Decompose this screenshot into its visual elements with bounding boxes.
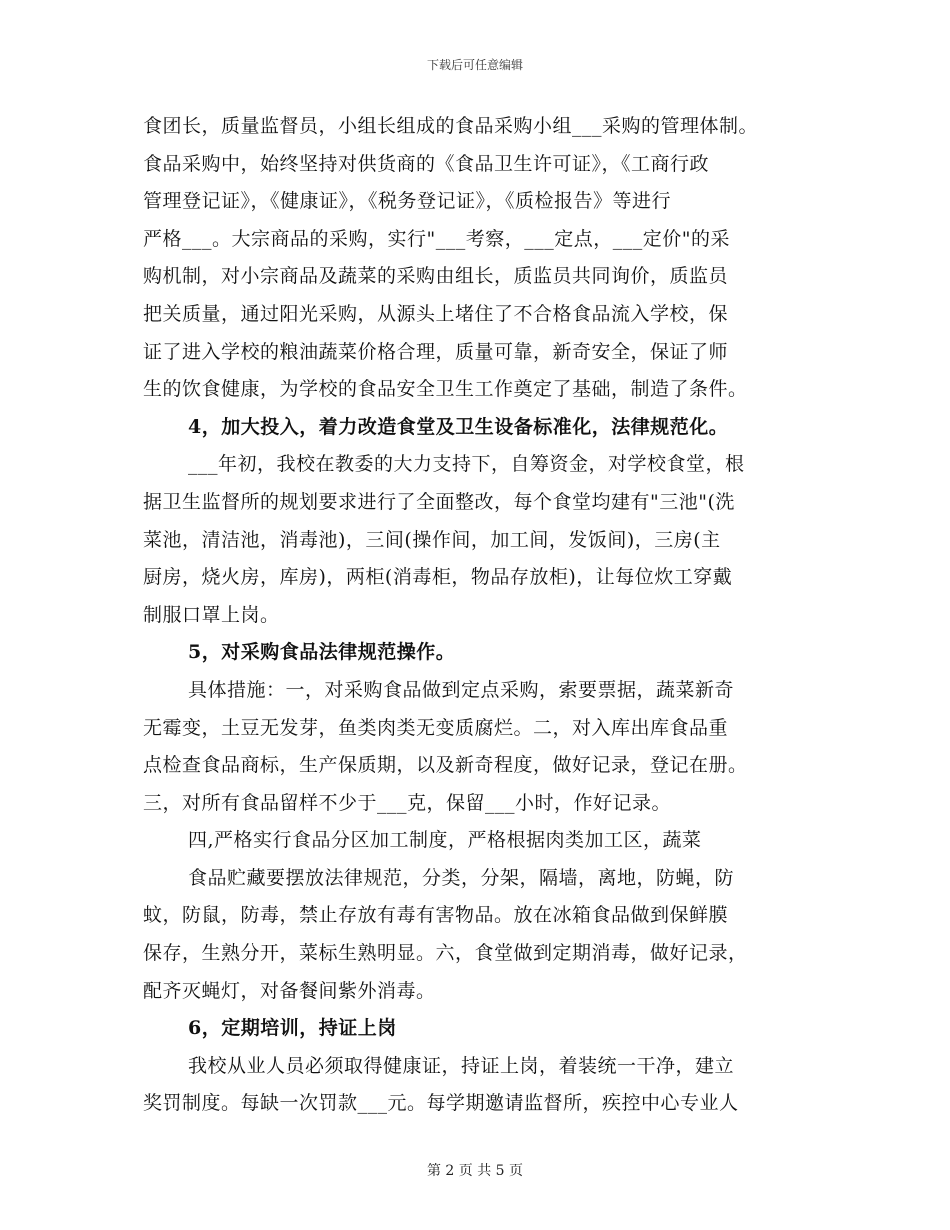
text-line: 点检查食品商标，生产保质期，以及新奇程度，做好记录，登记在册。 (143, 754, 748, 777)
text-line: 食团长，质量监督员，小组长组成的食品采购小组___采购的管理体制。 (143, 115, 759, 137)
text-line: 三，对所有食品留样不少于___克，保留___小时，作好记录。 (143, 791, 672, 814)
page-header: 下载后可任意编辑 (426, 58, 523, 72)
text-line: 把关质量，通过阳光采购，从源头上堵住了不合格食品流入学校，保 (143, 302, 729, 325)
text-line: 具体措施：一，对采购食品做到定点采购，索要票据，蔬菜新奇 (188, 678, 735, 701)
text-line: 厨房，烧火房，库房)，两柜(消毒柜，物品存放柜)，让每位炊工穿戴 (143, 566, 733, 589)
text-line: 制服口罩上岗。 (143, 603, 280, 626)
text-line: 购机制，对小宗商品及蔬菜的采购由组长，质监员共同询价，质监员 (143, 265, 729, 288)
document-body (143, 108, 813, 1123)
text-line: 四,严格实行食品分区加工制度，严格根据肉类加工区，蔬菜 (188, 829, 702, 852)
text-line: 我校从业人员必须取得健康证，持证上岗，着装统一干净，建立 (188, 1054, 735, 1077)
text-line: 据卫生监督所的规划要求进行了全面整改，每个食堂均建有"三池"(洗 (143, 490, 735, 513)
text-line: 管理登记证》，《健康证》，《税务登记证》，《质检报告》等进行 (143, 190, 672, 213)
page-footer: 第 2 页 共 5 页 (426, 1163, 524, 1179)
section-heading: 5，对采购食品法律规范操作。 (188, 641, 456, 664)
text-line: 严格___。大宗商品的采购，实行"___考察，___定点，___定价"的采 (143, 227, 730, 250)
text-line: 生的饮食健康，为学校的食品安全卫生工作奠定了基础，制造了条件。 (143, 378, 748, 401)
text-line: 配齐灭蝇灯，对备餐间紫外消毒。 (143, 979, 436, 1002)
text-line: 保存，生熟分开，菜标生熟明显。六，食堂做到定期消毒，做好记录， (143, 942, 748, 965)
text-line: 奖罚制度。每缺一次罚款___元。每学期邀请监督所，疾控中心专业人 (143, 1092, 739, 1115)
text-line: 菜池，清洁池，消毒池)，三间(操作间，加工间，发饭间)，三房(主 (143, 528, 721, 551)
text-line: 无霉变，土豆无发芽，鱼类肉类无变质腐烂。二，对入库出库食品重 (143, 716, 729, 739)
text-line: 食品贮藏要摆放法律规范，分类，分架，隔墙，离地，防蝇，防 (188, 866, 735, 889)
text-line: ___年初，我校在教委的大力支持下，自筹资金，对学校食堂，根 (188, 453, 745, 476)
section-heading: 6，定期培训，持证上岗 (188, 1017, 397, 1040)
text-line: 蚊，防鼠，防毒，禁止存放有毒有害物品。放在冰箱食品做到保鲜膜 (143, 904, 729, 927)
text-line: 食品采购中，始终坚持对供货商的《食品卫生许可证》，《工商行政 (143, 152, 710, 175)
section-heading: 4，加大投入，着力改造食堂及卫生设备标准化，法律规范化。 (188, 415, 729, 438)
text-line: 证了进入学校的粮油蔬菜价格合理，质量可靠，新奇安全，保证了师 (143, 340, 729, 363)
